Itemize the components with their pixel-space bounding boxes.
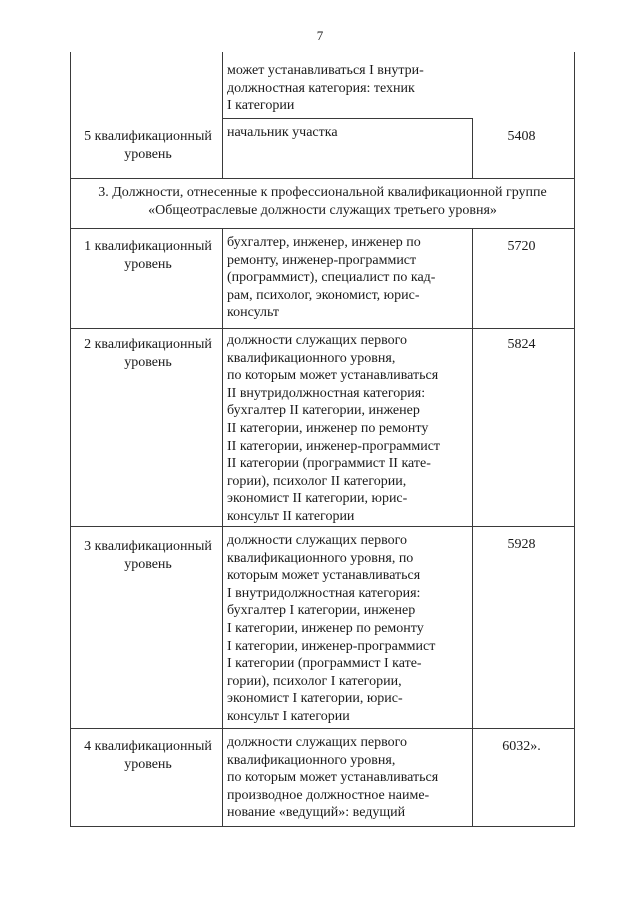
description-line: экономист I категории, юрис- — [227, 691, 403, 707]
description-line: начальник участка — [227, 125, 338, 140]
column-divider — [222, 52, 223, 178]
level-line: уровень — [124, 756, 172, 772]
description-line: по которым может устанавливаться — [227, 368, 439, 384]
description-line: квалификационного уровня, — [227, 752, 396, 768]
description-line: которым может устанавливаться — [227, 568, 421, 584]
description-line: ремонту, инженер-программист — [227, 252, 417, 268]
description-line: бухгалтер II категории, инженер — [227, 403, 420, 419]
description-line: гории), психолог II категории, — [227, 473, 407, 489]
description-cell — [227, 332, 440, 526]
description-line: может устанавливаться I внутри- — [227, 63, 424, 78]
description-line: (программист), специалист по кад- — [227, 270, 436, 286]
description-line: должности служащих первого — [227, 533, 408, 548]
column-divider — [472, 118, 473, 178]
row-divider — [70, 728, 575, 729]
description-line: должности служащих первого — [227, 333, 408, 348]
salary-value: 5408 — [507, 129, 536, 144]
description-line: рам, психолог, экономист, юрис- — [227, 287, 420, 303]
salary-value: 5824 — [507, 337, 536, 352]
description-line: I категории, инженер-программист — [227, 638, 436, 654]
level-line: уровень — [124, 146, 172, 162]
table-border-right — [574, 52, 575, 827]
salary-value: 6032». — [502, 739, 541, 754]
description-line: II категории, инженер-программист — [227, 438, 441, 454]
level-line: 2 квалификационный — [84, 337, 212, 352]
description-cell — [227, 234, 435, 322]
page-number: 7 — [316, 28, 324, 43]
description-line: квалификационного уровня, по — [227, 550, 414, 566]
qualification-table — [70, 52, 575, 827]
salary-value: 5928 — [507, 537, 536, 552]
description-line: производное должностное наиме- — [227, 787, 430, 803]
description-line: бухгалтер, инженер, инженер по — [227, 235, 421, 250]
salary-value: 5720 — [507, 239, 536, 254]
description-line: по которым может устанавливаться — [227, 770, 439, 786]
description-line: II внутридолжностная категория: — [227, 385, 426, 401]
description-line: экономист II категории, юрис- — [227, 491, 408, 507]
level-line: уровень — [124, 354, 172, 370]
description-line: квалификационного уровня, — [227, 350, 396, 366]
description-line: консульт — [227, 305, 279, 321]
level-line: уровень — [124, 556, 172, 572]
description-line: консульт II категории — [227, 508, 355, 524]
row-divider — [70, 178, 575, 179]
level-line: 4 квалификационный — [84, 739, 212, 754]
description-line: II категории, инженер по ремонту — [227, 420, 429, 436]
level-cell — [74, 238, 222, 273]
row-divider — [70, 526, 575, 527]
row-divider — [70, 328, 575, 329]
description-line: консульт I категории — [227, 708, 350, 724]
description-line: I внутридолжностная категория: — [227, 585, 421, 601]
description-cell — [227, 62, 424, 115]
description-line: I категории (программист I кате- — [227, 656, 422, 672]
level-cell — [74, 538, 222, 573]
description-line: бухгалтер I категории, инженер — [227, 603, 416, 619]
column-divider — [222, 228, 223, 827]
level-line: уровень — [124, 256, 172, 272]
level-line: 1 квалификационный — [84, 239, 212, 254]
description-line: нование «ведущий»: ведущий — [227, 805, 406, 821]
level-cell — [74, 336, 222, 371]
description-line: I категории — [227, 98, 295, 114]
level-line: 3 квалификационный — [84, 539, 212, 554]
table-border-left — [70, 52, 71, 827]
level-line: 5 квалификационный — [84, 129, 212, 144]
description-cell — [227, 532, 435, 726]
description-line: гории), психолог I категории, — [227, 673, 402, 689]
section-line: 3. Должности, отнесенные к профессиональной квалификационной группе — [98, 185, 547, 200]
row-divider — [70, 228, 575, 229]
description-line: I категории, инженер по ремонту — [227, 620, 424, 636]
level-cell — [74, 128, 222, 163]
section-line: «Общеотраслевые должности служащих третьего уровня» — [148, 202, 497, 218]
description-line: должности служащих первого — [227, 735, 408, 750]
description-cell — [227, 734, 438, 822]
description-line: должностная категория: техник — [227, 80, 415, 96]
level-cell — [74, 738, 222, 773]
description-line: II категории (программист II кате- — [227, 456, 431, 472]
row-divider — [222, 118, 472, 119]
table-border-bottom — [70, 826, 575, 827]
description-cell — [227, 124, 338, 142]
section-header — [75, 184, 570, 219]
